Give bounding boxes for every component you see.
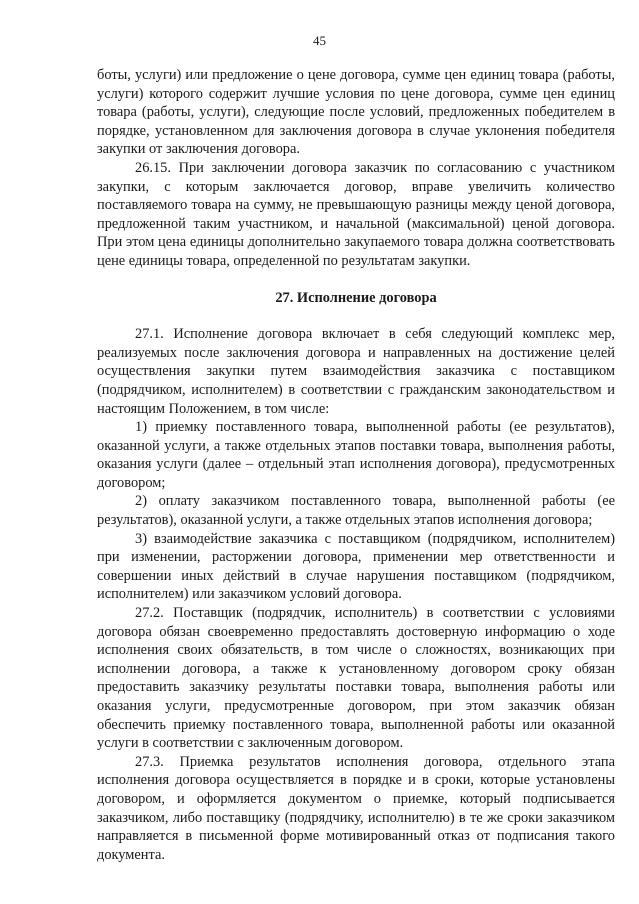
list-item-3: 3) взаимодействие заказчика с поставщиком (подрядчиком, исполнителем) при изменении, расторжении договора, применении мер ответственности и совершении иных действий в случае нарушения поставщиком (подрядчиком, исполнителем) или заказчиком условий договора. bbox=[97, 530, 615, 603]
list-item-1: 1) приемку поставленного товара, выполненной работы (ее результатов), оказанной услуги, а также отдельных этапов поставки товара, выполнения работы, оказания услуги (далее – отдельный этап исполнения договора), предусмотренных договором; bbox=[97, 419, 615, 491]
paragraph-27-3: 27.3. Приемка результатов исполнения договора, отдельного этапа исполнения договора осуществляется в порядке и в сроки, которые установлены договором, и оформляется документом о приемке, который подписывается заказчиком, либо поставщику (подрядчику, исполнителю) в те же сроки заказчиком направляется в письменной форме мотивированный отказ от подписания такого документа. bbox=[97, 753, 615, 863]
section-heading: 27. Исполнение договора bbox=[275, 289, 437, 306]
paragraph-27-2: 27.2. Поставщик (подрядчик, исполнитель) в соответствии с условиями договора обязан своевременно предоставлять достоверную информацию о ходе исполнения своих обязательств, в том числе о сложностях, возникающих при исполнении договора, а также к установленному договором сроку обязан предоставить заказчику результаты поставки товара, выполнения работы или оказания услуги, предусмотренные договором, при этом заказчик обязан обеспечить приемку поставленного товара, выполненной работы или оказанной услуги в соответствии с заключенным договором. bbox=[97, 605, 615, 752]
paragraph-26-15: 26.15. При заключении договора заказчик по согласованию с участником закупки, с которым заключается договор, вправе увеличить количество поставляемого товара на сумму, не превышающую разницы между ценой договора, предложенной таким участником, и начальной (максимальной) ценой договора. При этом цена единицы дополнительно закупаемого товара должна соответствовать цене единицы товара, определенной по результатам закупки. bbox=[97, 159, 615, 269]
paragraph-27-1: 27.1. Исполнение договора включает в себя следующий комплекс мер, реализуемых после заключения договора и направленных на достижение целей осуществления закупки путем взаимодействия заказчика с поставщиком (подрядчиком, исполнителем) в соответствии с гражданским законодательством и настоящим Положением, в том числе: bbox=[97, 326, 615, 417]
page-number: 45 bbox=[313, 33, 326, 48]
list-item-2: 2) оплату заказчиком поставленного товара, выполненной работы (ее результатов), оказанной услуги, а также отдельных этапов исполнения договора; bbox=[97, 493, 615, 529]
page-content bbox=[97, 66, 615, 864]
paragraph-continued: боты, услуги) или предложение о цене договора, сумме цен единиц товара (работы, услуги) которого содержит лучшие условия по цене договора, сумме цен единиц товара (работы, услуги), следующие после условий, предложенных победителем в порядке, установленном для заключения договора в случае уклонения победителя закупки от заключения договора. bbox=[97, 67, 615, 158]
